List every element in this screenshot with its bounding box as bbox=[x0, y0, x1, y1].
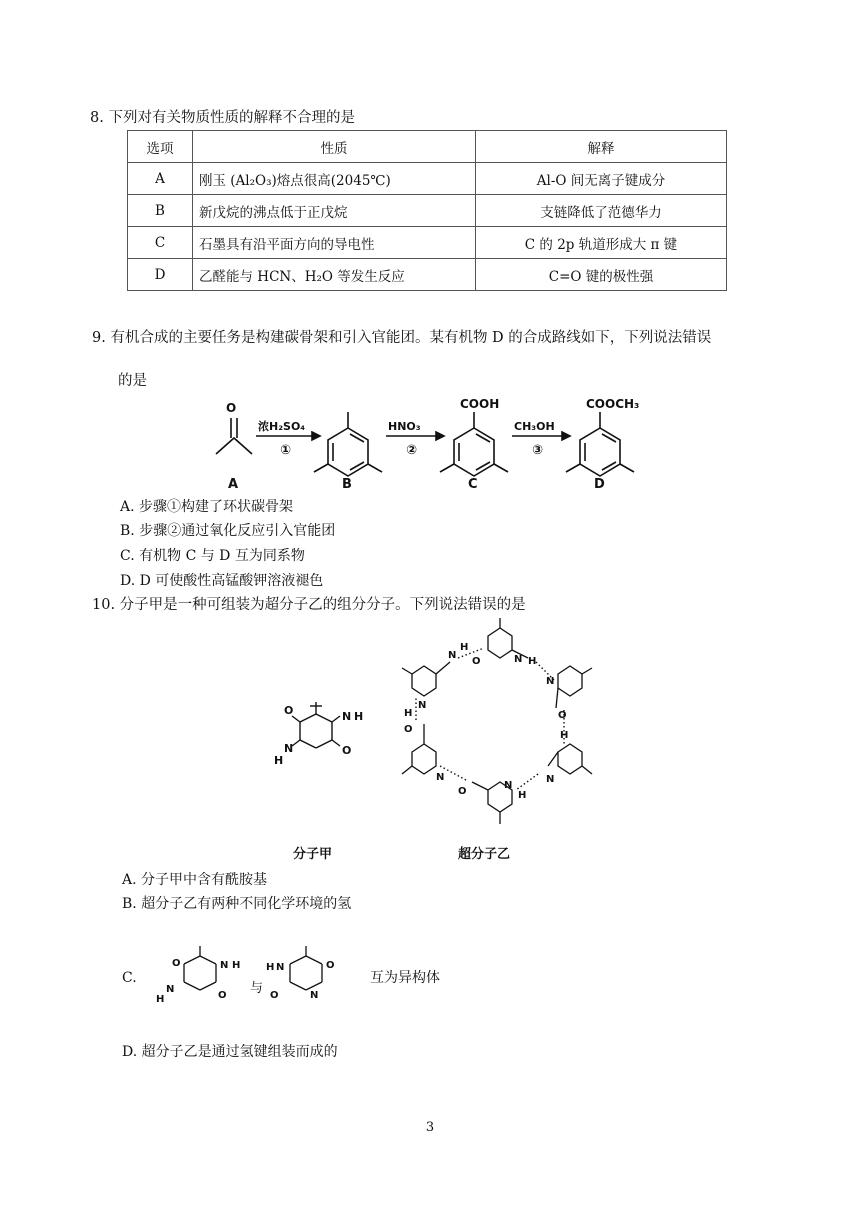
table-row bbox=[128, 163, 727, 195]
atom-label: N bbox=[514, 654, 523, 665]
q10-option-a: A. 分子甲中含有酰胺基 bbox=[122, 872, 268, 888]
option-c-structures bbox=[150, 942, 360, 1008]
arrow2-step: ② bbox=[406, 443, 418, 458]
atom-label: N bbox=[504, 780, 513, 791]
atom-label: H bbox=[460, 642, 469, 653]
q8-table bbox=[127, 130, 727, 291]
atom-label: H bbox=[156, 994, 165, 1005]
row-option: D bbox=[128, 259, 193, 291]
atom-label: N bbox=[166, 984, 175, 995]
label-b: B bbox=[342, 477, 352, 492]
row-property: 刚玉 (Al₂O₃)熔点很高(2045℃) bbox=[193, 163, 476, 195]
atom-label: N bbox=[418, 700, 427, 711]
atom-label: O bbox=[284, 704, 294, 717]
label-molecule-jia: 分子甲 bbox=[293, 847, 333, 862]
atom-label: H bbox=[528, 656, 537, 667]
arrow1-reagent: 浓H₂SO₄ bbox=[258, 420, 306, 433]
q9-synthesis-scheme bbox=[200, 392, 650, 492]
q10-option-c-prefix: C. bbox=[122, 970, 137, 986]
label-d: D bbox=[594, 477, 605, 492]
atom-label: H bbox=[274, 754, 284, 767]
label-c: C bbox=[468, 477, 478, 492]
arrow1-step: ① bbox=[280, 443, 292, 458]
page-number: 3 bbox=[425, 1120, 435, 1135]
atom-label: O bbox=[404, 724, 413, 735]
atom-label: H bbox=[404, 708, 413, 719]
atom-label: N bbox=[342, 710, 352, 723]
acetone-skeleton bbox=[216, 438, 252, 454]
row-property: 石墨具有沿平面方向的导电性 bbox=[193, 227, 476, 259]
molecule-jia-diagram bbox=[266, 698, 376, 772]
atom-label: O bbox=[342, 744, 352, 757]
atom-label: O bbox=[558, 710, 567, 721]
atom-label: N bbox=[310, 990, 319, 1001]
atom-label: N bbox=[284, 742, 294, 755]
d-group: COOCH₃ bbox=[586, 397, 640, 411]
atom-label: H bbox=[354, 710, 364, 723]
label-a: A bbox=[228, 477, 239, 492]
arrow2-reagent: HNO₃ bbox=[388, 420, 421, 433]
ester-ring bbox=[580, 428, 620, 476]
header-option: 选项 bbox=[128, 131, 193, 163]
atom-label: N bbox=[546, 774, 555, 785]
q9-option-a: A. 步骤①构建了环状碳骨架 bbox=[120, 499, 294, 515]
atom-label: H bbox=[560, 730, 569, 741]
atom-label: H bbox=[266, 962, 275, 973]
mesitylene-ring bbox=[328, 428, 368, 476]
row-explanation: C 的 2p 轨道形成大 π 键 bbox=[476, 227, 727, 259]
q9-option-b: B. 步骤②通过氧化反应引入官能团 bbox=[120, 523, 336, 539]
row-option: C bbox=[128, 227, 193, 259]
table-row bbox=[128, 227, 727, 259]
atom-label: N bbox=[276, 962, 285, 973]
q9-option-c: C. 有机物 C 与 D 互为同系物 bbox=[120, 548, 305, 564]
row-option: B bbox=[128, 195, 193, 227]
q10-option-d: D. 超分子乙是通过氢键组装而成的 bbox=[122, 1044, 338, 1060]
arrow3-reagent: CH₃OH bbox=[514, 420, 555, 433]
q10-title: 10. 分子甲是一种可组装为超分子乙的组分分子。下列说法错误的是 bbox=[92, 597, 526, 613]
atom-label: O bbox=[218, 990, 227, 1001]
acid-ring bbox=[454, 428, 494, 476]
table-row bbox=[128, 259, 727, 291]
row-property: 新戊烷的沸点低于正戊烷 bbox=[193, 195, 476, 227]
row-explanation: C=O 键的极性强 bbox=[476, 259, 727, 291]
header-explanation: 解释 bbox=[476, 131, 727, 163]
header-property: 性质 bbox=[193, 131, 476, 163]
atom-label: O bbox=[472, 656, 481, 667]
option-c-connector: 与 bbox=[250, 981, 264, 996]
atom-label: H bbox=[518, 790, 527, 801]
q9-title-line2: 的是 bbox=[118, 373, 147, 389]
atom-label: O bbox=[270, 990, 279, 1001]
row-property: 乙醛能与 HCN、H₂O 等发生反应 bbox=[193, 259, 476, 291]
atom-label: O bbox=[226, 401, 237, 415]
atom-label: N bbox=[220, 960, 229, 971]
q10-option-c-suffix: 互为异构体 bbox=[370, 970, 440, 986]
row-explanation: 支链降低了范德华力 bbox=[476, 195, 727, 227]
atom-label: H bbox=[232, 960, 241, 971]
q9-option-d: D. D 可使酸性高锰酸钾溶液褪色 bbox=[120, 573, 324, 589]
table-row bbox=[128, 195, 727, 227]
atom-label: O bbox=[458, 786, 467, 797]
atom-label: O bbox=[326, 960, 335, 971]
label-supramolecule-yi: 超分子乙 bbox=[458, 847, 511, 862]
atom-label: N bbox=[436, 772, 445, 783]
c-group: COOH bbox=[460, 397, 500, 411]
arrow3-step: ③ bbox=[532, 443, 544, 458]
table-header-row bbox=[128, 131, 727, 163]
atom-label: O bbox=[172, 958, 181, 969]
atom-label: N bbox=[448, 650, 457, 661]
q10-option-b: B. 超分子乙有两种不同化学环境的氢 bbox=[122, 896, 352, 912]
row-explanation: Al-O 间无离子键成分 bbox=[476, 163, 727, 195]
supramolecule-yi-diagram bbox=[388, 618, 608, 836]
q9-title-line1: 9. 有机合成的主要任务是构建碳骨架和引入官能团。某有机物 D 的合成路线如下，下列说法错误 bbox=[92, 330, 712, 346]
q8-title: 8. 下列对有关物质性质的解释不合理的是 bbox=[90, 110, 355, 126]
atom-label: N bbox=[546, 676, 555, 687]
row-option: A bbox=[128, 163, 193, 195]
